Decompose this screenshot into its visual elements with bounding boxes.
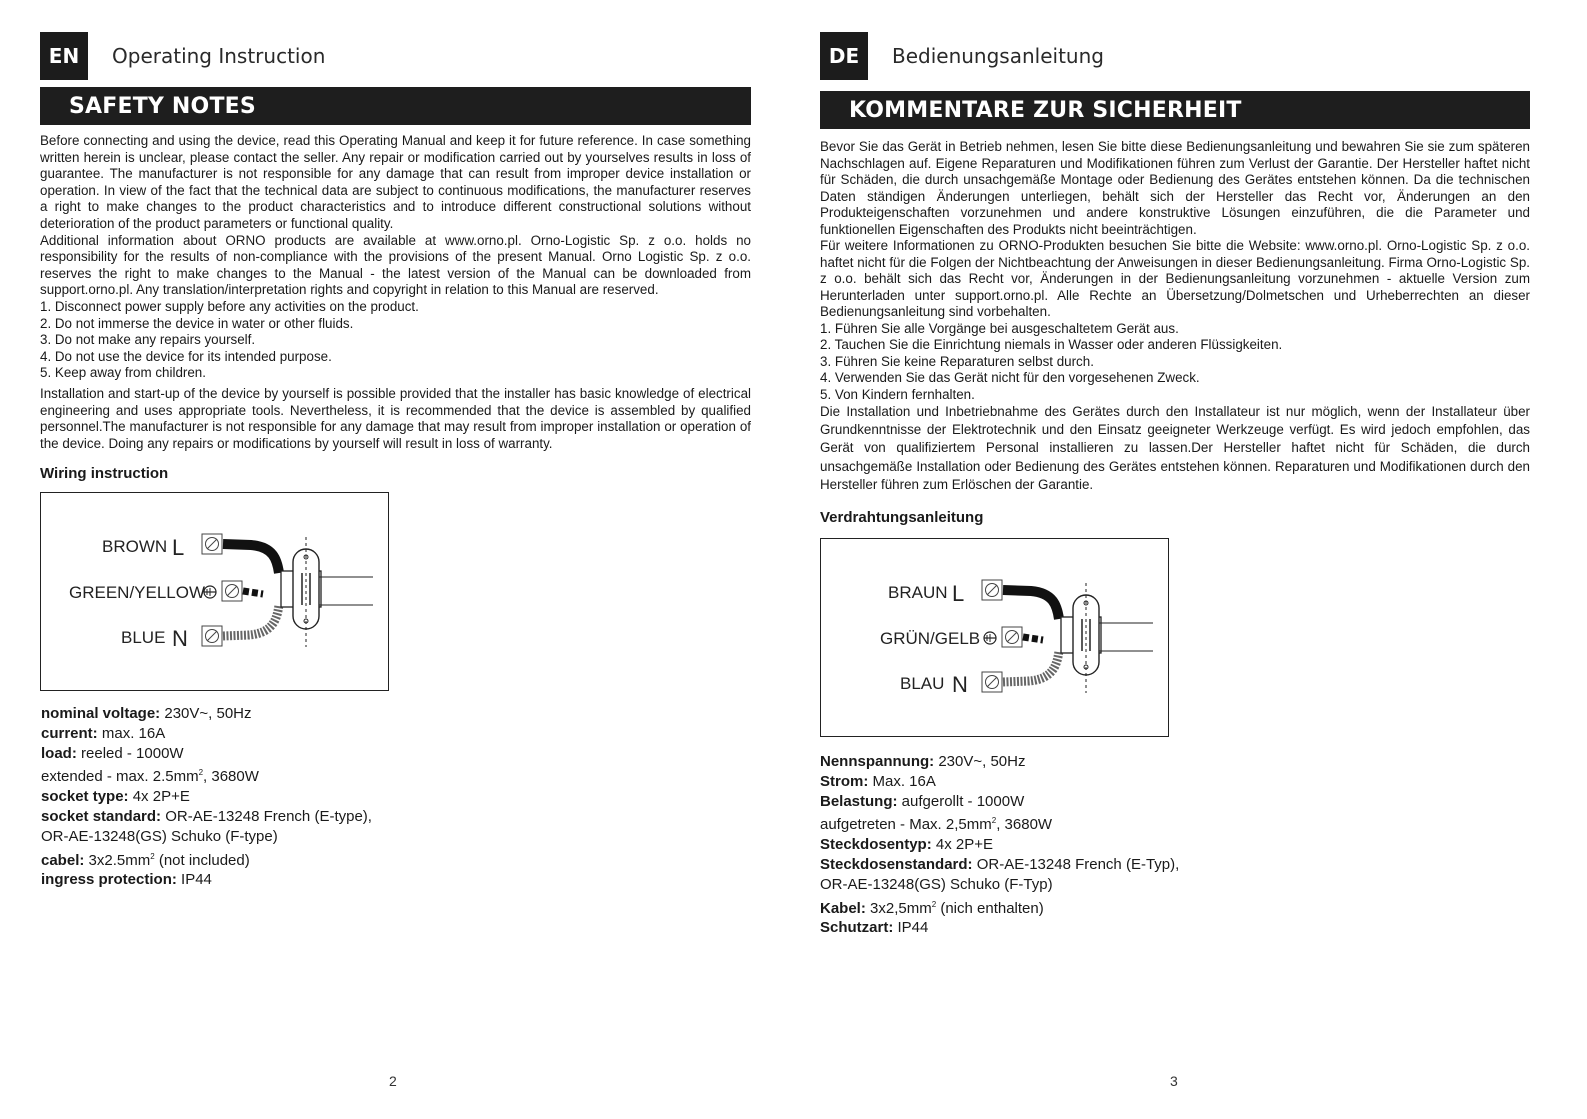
wiring-diagram-en (40, 492, 389, 691)
earth-symbol-icon (984, 632, 996, 644)
spec-value: Max. 16A (868, 772, 936, 790)
spec-value: IP44 (176, 871, 212, 889)
install-paragraph-en: Installation and start-up of the device by yourself is possible provided that the installer has basic knowledge of electrical engineering and uses appropriate tools. Nevertheless, it is recommended that the device is assembled by qualified personnel.The manufacturer is not responsible for any damage that may result from improper installation or operation of the device. Doing any repairs or modifications by yourself will result in loss of warranty. (40, 385, 751, 451)
spec-value: (not included) (154, 851, 250, 869)
list-item: 5. Keep away from children. (40, 365, 206, 381)
intro-paragraph-1: Before connecting and using the device, read this Operating Manual and keep it for future reference. In case something written herein is unclear, please contact the seller. Any repair or modification carried out by yourselves results in loss of guarantee. The manufacturer is not responsible for any damage that can result from improper device installation or operation. In view of the fact that the technical data are subject to continuous modifications, the manufacturer reserves a right to make changes to the product characteristics and to introduce different constructional solutions without deterioration of the product parameters or functional quality. (40, 133, 751, 231)
wire-label-green-yellow: GRÜN/GELB (880, 629, 981, 648)
spec-label: Strom: (820, 772, 869, 790)
spec-value: 4x 2P+E (128, 788, 190, 806)
superscript: 2 (198, 768, 204, 778)
wiring-heading-en: Wiring instruction (40, 465, 169, 482)
earth-symbol-icon (204, 586, 216, 598)
list-item: 4. Verwenden Sie das Gerät nicht für den vorgesehenen Zweck. (820, 370, 1200, 385)
spec-label: Belastung: (820, 792, 898, 810)
spec-value: OR-AE-13248 French (E-type), (161, 807, 372, 825)
plug-connector-icon (281, 537, 373, 647)
list-item: 5. Von Kindern fernhalten. (820, 386, 975, 402)
page-title-en: Operating Instruction (112, 44, 326, 68)
page-de (793, 0, 1586, 1119)
spec-value: OR-AE-13248(GS) Schuko (F-type) (41, 827, 278, 845)
spec-label: cabel: (41, 851, 85, 869)
safety-banner-de: KOMMENTARE ZUR SICHERHEIT (820, 91, 1530, 129)
spec-value: OR-AE-13248 French (E-Typ), (972, 855, 1180, 873)
page-number-de: 3 (1170, 1073, 1178, 1089)
wire-label-brown: BROWN (102, 537, 168, 556)
list-item: 2. Do not immerse the device in water or other fluids. (40, 315, 354, 331)
plug-connector-icon (1061, 583, 1153, 693)
spec-label: socket type: (41, 788, 129, 806)
spec-value: 3x2,5mm (865, 899, 932, 917)
spec-label: Schutzart: (820, 919, 894, 937)
spec-value: , 3680W (996, 816, 1053, 834)
lang-badge-en: EN (40, 32, 88, 80)
spec-label: load: (41, 744, 77, 762)
wire-label-blue: BLAU (900, 674, 945, 693)
safety-text-de (820, 139, 1530, 494)
list-item: 3. Führen Sie keine Reparaturen selbst durch. (820, 353, 1094, 369)
spec-value: max. 16A (97, 724, 166, 742)
spec-value: (nich enthalten) (936, 899, 1044, 917)
spec-value: 230V~, 50Hz (160, 705, 252, 722)
safety-list-en (40, 299, 751, 382)
spec-value: aufgetreten - Max. 2,5mm (820, 816, 992, 834)
lang-badge-de: DE (820, 32, 868, 80)
intro-paragraph-2: Additional information about ORNO products are available at www.orno.pl. Orno-Logistic Sp. z o.o. holds no responsibility for the results of non-compliance with the provisions of the present Manual. Orno Logistic Sp. z o.o. reserves the right to make changes to the Manual - the latest version of the Manual can be downloaded from support.orno.pl. Any translation/interpretation rights and copyright in relation to this Manual are reserved. (40, 232, 751, 298)
specs-en (41, 704, 372, 890)
superscript: 2 (150, 851, 155, 861)
wire-label-l: L (172, 535, 185, 560)
spec-value: 230V~, 50Hz (934, 753, 1026, 770)
wire-label-n: N (172, 626, 188, 651)
terminal-screw-icon (1002, 627, 1022, 647)
terminal-screw-icon (982, 580, 1002, 600)
wire-label-n: N (952, 672, 968, 697)
spec-label: current: (41, 724, 98, 742)
terminal-screw-icon (222, 581, 242, 601)
spec-label: nominal voltage: (41, 705, 161, 722)
page-title-de: Bedienungsanleitung (892, 44, 1104, 68)
wiring-diagram-de (820, 538, 1169, 737)
superscript: 2 (931, 899, 937, 909)
spec-value: 3x2.5mm (84, 851, 151, 869)
spec-label: Kabel: (820, 899, 866, 917)
intro-paragraph-1: Bevor Sie das Gerät in Betrieb nehmen, lesen Sie bitte diese Bedienungsanleitung und bewahren Sie sie zum späteren Nachschlagen auf. Eigene Reparaturen und Modifikationen führen zum Verlust der Garantie. Der Hersteller haftet nicht für Schäden, die durch unsachgemäße Montage oder Bedienung des Gerätes entstehen können. Da die technischen Daten ständigen Änderungen unterliegen, behält sich der Hersteller das Recht vor, Änderungen an den Produkteigenschaften vorzunehmen und andere konstruktive Lösungen einzuführen, die die Parameter und funktionellen Eigenschaften des Produkts nicht beeinträchtigen. (820, 139, 1530, 237)
superscript: 2 (991, 816, 997, 826)
safety-list-de (820, 321, 1530, 404)
list-item: 1. Disconnect power supply before any activities on the product. (40, 298, 419, 314)
spec-value: 4x 2P+E (931, 836, 993, 854)
spec-value: OR-AE-13248(GS) Schuko (F-Typ) (820, 875, 1053, 893)
list-item: 4. Do not use the device for its intended purpose. (40, 348, 332, 364)
spec-label: ingress protection: (41, 871, 177, 889)
spec-value: IP44 (893, 919, 929, 937)
list-item: 2. Tauchen Sie die Einrichtung niemals in Wasser oder anderen Flüssigkeiten. (820, 337, 1283, 352)
safety-banner-en: SAFETY NOTES (40, 87, 751, 125)
wire-label-green-yellow: GREEN/YELLOW (69, 583, 206, 602)
terminal-screw-icon (202, 534, 222, 554)
wiring-heading-de: Verdrahtungsanleitung (820, 509, 984, 526)
wire-label-blue: BLUE (121, 628, 166, 647)
safety-text-en (40, 133, 751, 452)
intro-paragraph-2: Für weitere Informationen zu ORNO-Produkten besuchen Sie bitte die Website: www.orno.pl. Orno-Logistic Sp. z o.o. haftet nicht für die Folgen der Nichtbeachtung der Anweisungen in dieser Bedienungsanleitung. Firma Orno-Logistic Sp. z o.o. behält sich das Recht vor, Änderungen in der Bedienungsanleitung vorzunehmen - aktuelle Version zum Herunterladen unter support.orno.pl. Alle Rechte an Übersetzung/Dolmetschen und Urheberrechten an dieser Bedienungsanleitung sind vorbehalten. (820, 238, 1530, 319)
spec-value: extended - max. 2.5mm (41, 768, 199, 786)
spec-label: Nennspannung: (820, 753, 935, 770)
spec-label: socket standard: (41, 807, 162, 825)
page-en (0, 0, 793, 1119)
header-en (40, 32, 325, 80)
terminal-screw-icon (982, 672, 1002, 692)
header-de (820, 32, 1104, 80)
specs-de (820, 752, 1179, 938)
spec-label: Steckdosentyp: (820, 836, 932, 854)
install-paragraph-de: Die Installation und Inbetriebnahme des Gerätes durch den Installateur ist nur möglich, wenn der Installateur über Grundkenntnisse der Elektrotechnik und den Einsatz geeigneter Werkzeuge verfügt. Es wird jedoch empfohlen, das Gerät von qualifiziertem Personal installieren zu lassen.Der Hersteller haftet nicht für Schäden, die durch unsachgemäße Installation oder Bedienung des Gerätes entstehen können. Reparaturen und Modifikationen durch den Hersteller führen zum Erlöschen der Garantie. (820, 404, 1530, 492)
spec-value: aufgerollt - 1000W (897, 792, 1025, 810)
spec-value: reeled - 1000W (76, 744, 184, 762)
list-item: 3. Do not make any repairs yourself. (40, 332, 256, 348)
spec-label: Steckdosenstandard: (820, 855, 973, 873)
terminal-screw-icon (202, 626, 222, 646)
page-number-en: 2 (389, 1073, 397, 1089)
wire-label-l: L (952, 581, 965, 606)
wire-label-brown: BRAUN (888, 583, 948, 602)
list-item: 1. Führen Sie alle Vorgänge bei ausgeschaltetem Gerät aus. (820, 320, 1179, 336)
spec-value: , 3680W (203, 768, 259, 786)
